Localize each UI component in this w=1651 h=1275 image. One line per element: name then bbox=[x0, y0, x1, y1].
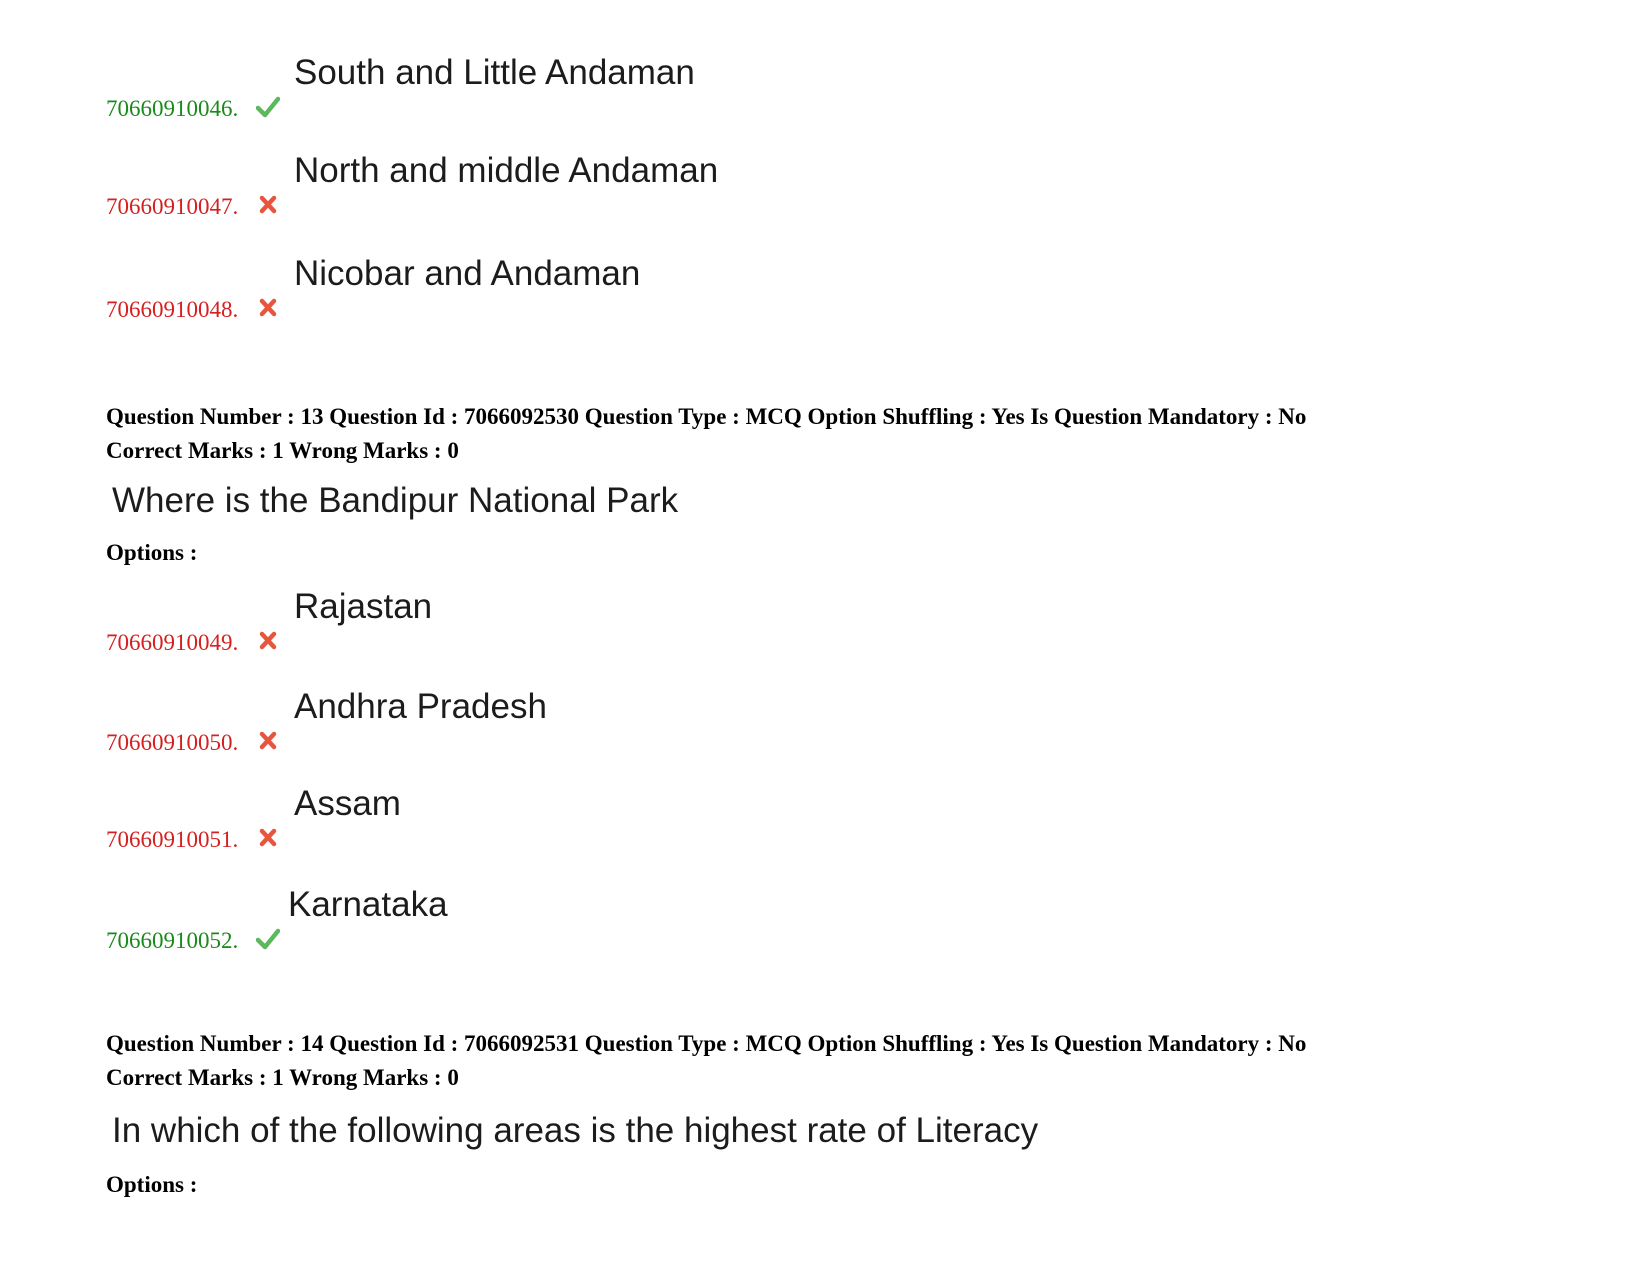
option-id: 70660910048. bbox=[106, 297, 239, 322]
option-id: 70660910046. bbox=[106, 96, 239, 121]
option-row bbox=[106, 52, 1006, 122]
cross-icon bbox=[256, 730, 280, 752]
option-id: 70660910047. bbox=[106, 194, 239, 219]
options-label: Options : bbox=[106, 1172, 198, 1197]
question-14-meta bbox=[106, 1027, 1556, 1095]
question-meta-line: Question Number : 14 Question Id : 7066092531 Question Type : MCQ Option Shuffling : Yes Is Question Mandatory : No bbox=[106, 1031, 1307, 1056]
question-13-text: Where is the Bandipur National Park bbox=[112, 481, 679, 520]
options-label: Options : bbox=[106, 540, 198, 565]
check-icon bbox=[256, 96, 280, 118]
option-text: South and Little Andaman bbox=[294, 53, 695, 92]
question-13-meta bbox=[106, 400, 1556, 468]
option-text: Rajastan bbox=[294, 587, 433, 626]
option-row bbox=[106, 586, 1006, 656]
question-meta-line: Question Number : 13 Question Id : 7066092530 Question Type : MCQ Option Shuffling : Yes Is Question Mandatory : No bbox=[106, 404, 1307, 429]
option-id: 70660910052. bbox=[106, 928, 239, 953]
option-text: Andhra Pradesh bbox=[294, 687, 547, 726]
option-text: Assam bbox=[294, 784, 401, 823]
cross-icon bbox=[256, 827, 280, 849]
option-row bbox=[106, 253, 1006, 323]
cross-icon bbox=[256, 630, 280, 652]
check-icon bbox=[256, 928, 280, 950]
option-text: North and middle Andaman bbox=[294, 151, 719, 190]
option-id: 70660910051. bbox=[106, 827, 239, 852]
question-marks-line: Correct Marks : 1 Wrong Marks : 0 bbox=[106, 438, 459, 463]
option-text: Karnataka bbox=[288, 885, 448, 924]
cross-icon bbox=[256, 297, 280, 319]
option-text: Nicobar and Andaman bbox=[294, 254, 641, 293]
option-id: 70660910050. bbox=[106, 730, 239, 755]
option-row bbox=[106, 884, 1006, 954]
option-row bbox=[106, 150, 1006, 220]
option-row bbox=[106, 783, 1006, 853]
option-id: 70660910049. bbox=[106, 630, 239, 655]
question-marks-line: Correct Marks : 1 Wrong Marks : 0 bbox=[106, 1065, 459, 1090]
cross-icon bbox=[256, 194, 280, 216]
question-14-text: In which of the following areas is the highest rate of Literacy bbox=[112, 1111, 1039, 1150]
option-row bbox=[106, 686, 1006, 756]
